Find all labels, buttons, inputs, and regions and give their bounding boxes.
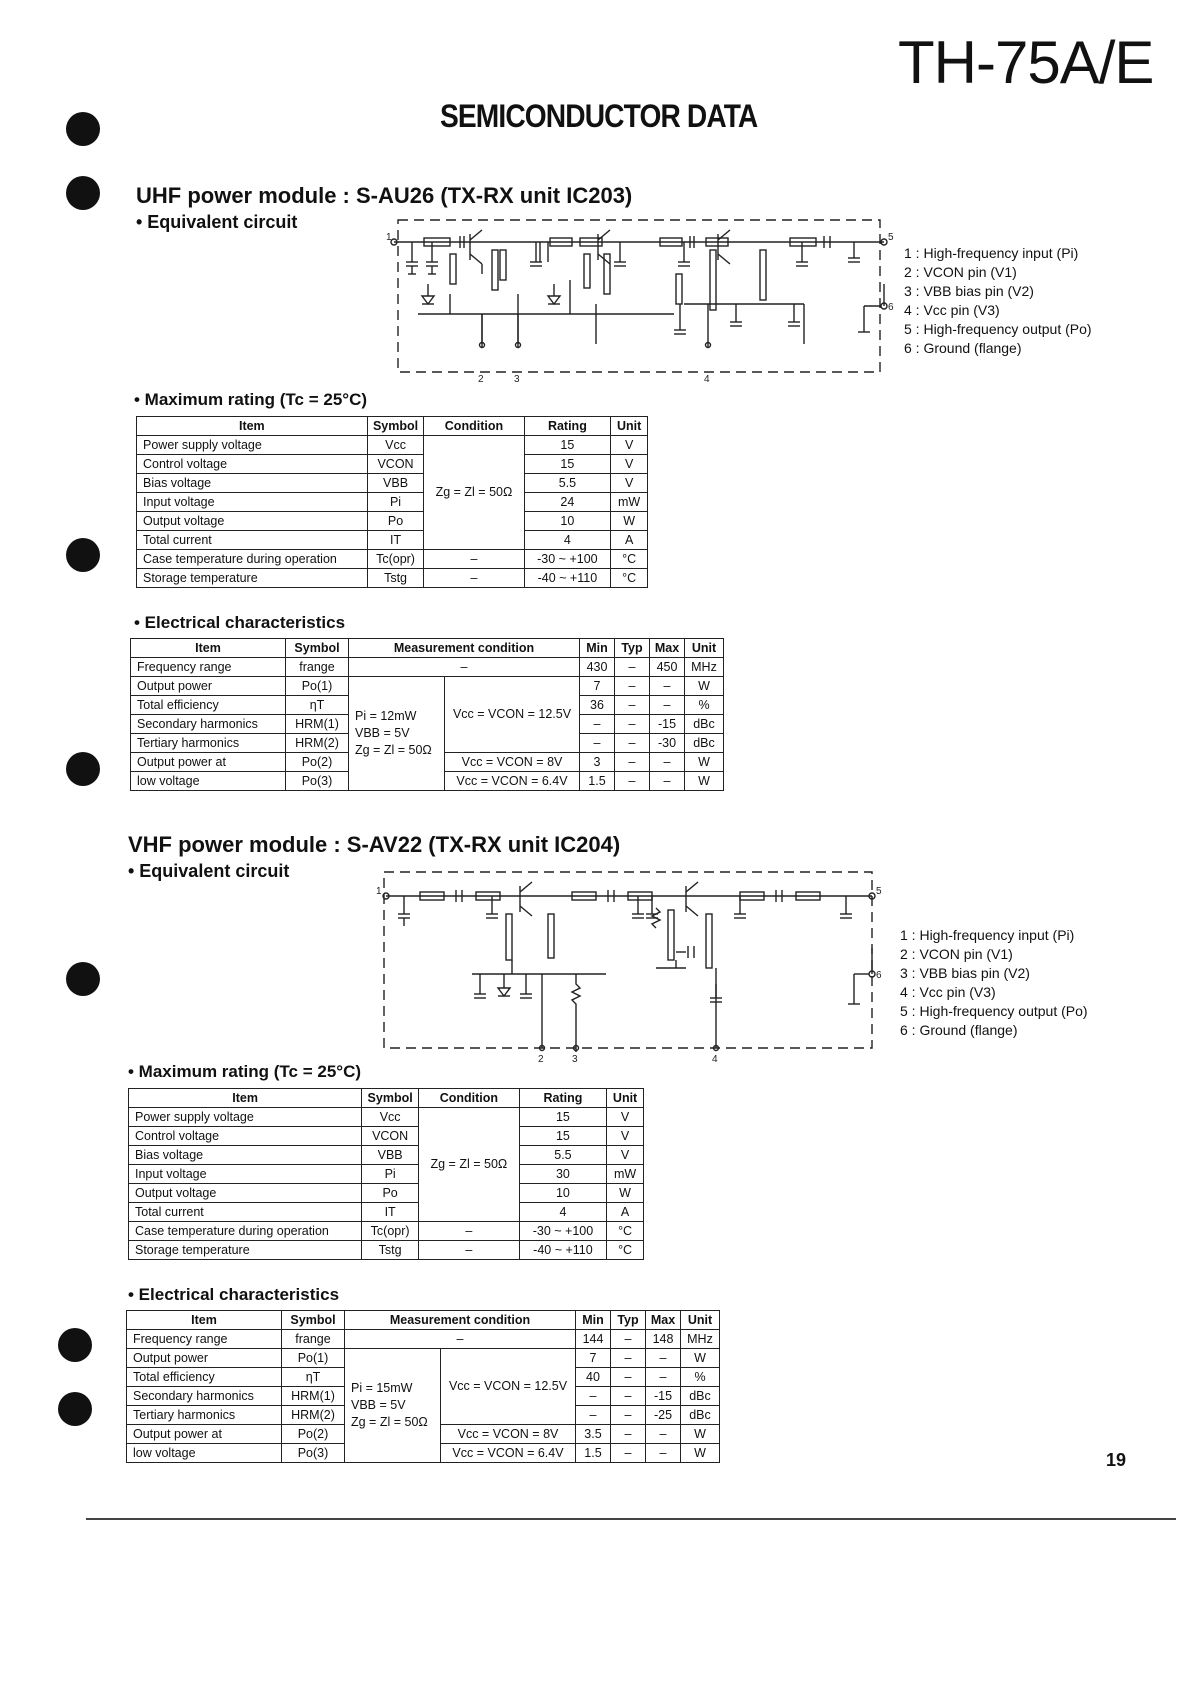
table-row: Total current IT 4 A [137, 531, 648, 550]
page-title: SEMICONDUCTOR DATA [440, 98, 758, 134]
uhf-pin-list [904, 244, 1092, 358]
table-row: Frequency range frange – 430 – 450 MHz [131, 658, 724, 677]
table-row: Tertiary harmonics HRM(2) – – -30 dBc [131, 734, 724, 753]
vhf-equivalent-circuit [376, 864, 886, 1064]
uhf-max-condition: Zg = Zl = 50Ω [424, 436, 524, 550]
vhf-electrical-title: • Electrical characteristics [128, 1285, 340, 1304]
uhf-pin-5: 5 : High-frequency output (Po) [904, 321, 1092, 337]
page-number: 19 [1106, 1450, 1127, 1470]
vhf-node-label: 5 [876, 886, 882, 897]
vhf-node-label: 1 [376, 886, 382, 897]
uhf-heading: UHF power module : S-AU26 (TX-RX unit IC203) [136, 183, 633, 208]
vhf-max-condition: Zg = Zl = 50Ω [419, 1108, 520, 1222]
vhf-node-label: 2 [538, 1054, 544, 1064]
binder-hole [66, 538, 100, 572]
vhf-max-rating-title: • Maximum rating (Tc = 25°C) [128, 1062, 362, 1081]
vhf-node-label: 4 [712, 1054, 718, 1064]
binder-hole [66, 112, 100, 146]
col-unit: Unit [611, 417, 648, 436]
table-row: Power supply voltage Vcc Zg = Zl = 50Ω 15 V [137, 436, 648, 455]
vhf-pin-1: 1 : High-frequency input (Pi) [900, 927, 1075, 943]
table-row: Output power at Po(2) Vcc = VCON = 8V 3.5 – – W [127, 1425, 720, 1444]
uhf-pin-3: 3 : VBB bias pin (V2) [904, 283, 1034, 299]
vhf-pin-list [900, 926, 1088, 1040]
uhf-node-label: 2 [478, 374, 484, 384]
uhf-pin-1: 1 : High-frequency input (Pi) [904, 245, 1079, 261]
col-item: Item [137, 417, 368, 436]
footer-rule [86, 1518, 1176, 1520]
table-row: Total current IT 4 A [129, 1203, 644, 1222]
col-symbol: Symbol [367, 417, 424, 436]
uhf-node-label: 3 [514, 374, 520, 384]
table-row: Total efficiency ηT 36 – – % [131, 696, 724, 715]
uhf-pin-2: 2 : VCON pin (V1) [904, 264, 1017, 280]
uhf-electrical-table [130, 638, 724, 791]
table-row: Output voltage Po 10 W [129, 1184, 644, 1203]
table-row: Output power Po(1) Pi = 12mW VBB = 5V Zg = Zl = 50Ω Vcc = VCON = 12.5V 7 – – W [131, 677, 724, 696]
vhf-node-label: 6 [876, 970, 882, 981]
uhf-node-label: 6 [888, 302, 894, 313]
table-row: Control voltage VCON 15 V [137, 455, 648, 474]
table-row: Tertiary harmonics HRM(2) – – -25 dBc [127, 1406, 720, 1425]
vhf-pin-4: 4 : Vcc pin (V3) [900, 984, 996, 1000]
vhf-electrical-table [126, 1310, 720, 1463]
col-rating: Rating [524, 417, 611, 436]
binder-hole [66, 176, 100, 210]
uhf-electrical-title: • Electrical characteristics [134, 613, 346, 632]
vhf-max-rating-table [128, 1088, 644, 1260]
table-row: Power supply voltage Vcc Zg = Zl = 50Ω 15 V [129, 1108, 644, 1127]
table-header-row [137, 417, 648, 436]
uhf-pin-6: 6 : Ground (flange) [904, 340, 1022, 356]
table-header-row: Item Symbol Condition Rating Unit [129, 1089, 644, 1108]
uhf-max-rating-table [136, 416, 648, 588]
binder-hole [58, 1328, 92, 1362]
vhf-node-label: 3 [572, 1054, 578, 1064]
vhf-pin-5: 5 : High-frequency output (Po) [900, 1003, 1088, 1019]
binder-hole [66, 752, 100, 786]
vhf-pin-6: 6 : Ground (flange) [900, 1022, 1018, 1038]
col-condition: Condition [424, 417, 524, 436]
table-row: Case temperature during operation Tc(opr) – -30 ~ +100 °C [129, 1222, 644, 1241]
uhf-node-label: 1 [386, 232, 392, 243]
table-row: Input voltage Pi 30 mW [129, 1165, 644, 1184]
binder-hole [58, 1392, 92, 1426]
vhf-circuit-label: • Equivalent circuit [128, 861, 290, 881]
table-row: Secondary harmonics HRM(1) – – -15 dBc [131, 715, 724, 734]
uhf-equivalent-circuit [384, 214, 894, 384]
table-row: Frequency range frange – 144 – 148 MHz [127, 1330, 720, 1349]
vhf-heading: VHF power module : S-AV22 (TX-RX unit IC204) [128, 832, 621, 857]
table-row: Output power at Po(2) Vcc = VCON = 8V 3 – – W [131, 753, 724, 772]
vhf-pin-3: 3 : VBB bias pin (V2) [900, 965, 1030, 981]
table-row: Total efficiency ηT 40 – – % [127, 1368, 720, 1387]
table-row: low voltage Po(3) Vcc = VCON = 6.4V 1.5 – – W [131, 772, 724, 791]
table-row: Storage temperature Tstg – -40 ~ +110 °C [129, 1241, 644, 1260]
table-row: Storage temperature Tstg – -40 ~ +110 °C [137, 569, 648, 588]
table-row: low voltage Po(3) Vcc = VCON = 6.4V 1.5 – – W [127, 1444, 720, 1463]
table-row: Output power Po(1) Pi = 15mW VBB = 5V Zg = Zl = 50Ω Vcc = VCON = 12.5V 7 – – W [127, 1349, 720, 1368]
table-header-row: Item Symbol Measurement condition Min Typ Max Unit [127, 1311, 720, 1330]
table-header-row: Item Symbol Measurement condition Min Typ Max Unit [131, 639, 724, 658]
table-row: Case temperature during operation Tc(opr) – -30 ~ +100 °C [137, 550, 648, 569]
table-row: Control voltage VCON 15 V [129, 1127, 644, 1146]
table-row: Secondary harmonics HRM(1) – – -15 dBc [127, 1387, 720, 1406]
uhf-pin-4: 4 : Vcc pin (V3) [904, 302, 1000, 318]
uhf-node-label: 4 [704, 374, 710, 384]
model-number: TH-75A/E [898, 29, 1154, 96]
table-row: Bias voltage VBB 5.5 V [129, 1146, 644, 1165]
uhf-max-rating-title: • Maximum rating (Tc = 25°C) [134, 390, 368, 409]
table-row: Bias voltage VBB 5.5 V [137, 474, 648, 493]
table-row: Output voltage Po 10 W [137, 512, 648, 531]
table-row: Input voltage Pi 24 mW [137, 493, 648, 512]
vhf-pin-2: 2 : VCON pin (V1) [900, 946, 1013, 962]
uhf-circuit-label: • Equivalent circuit [136, 212, 298, 232]
uhf-node-label: 5 [888, 232, 894, 243]
binder-hole [66, 962, 100, 996]
